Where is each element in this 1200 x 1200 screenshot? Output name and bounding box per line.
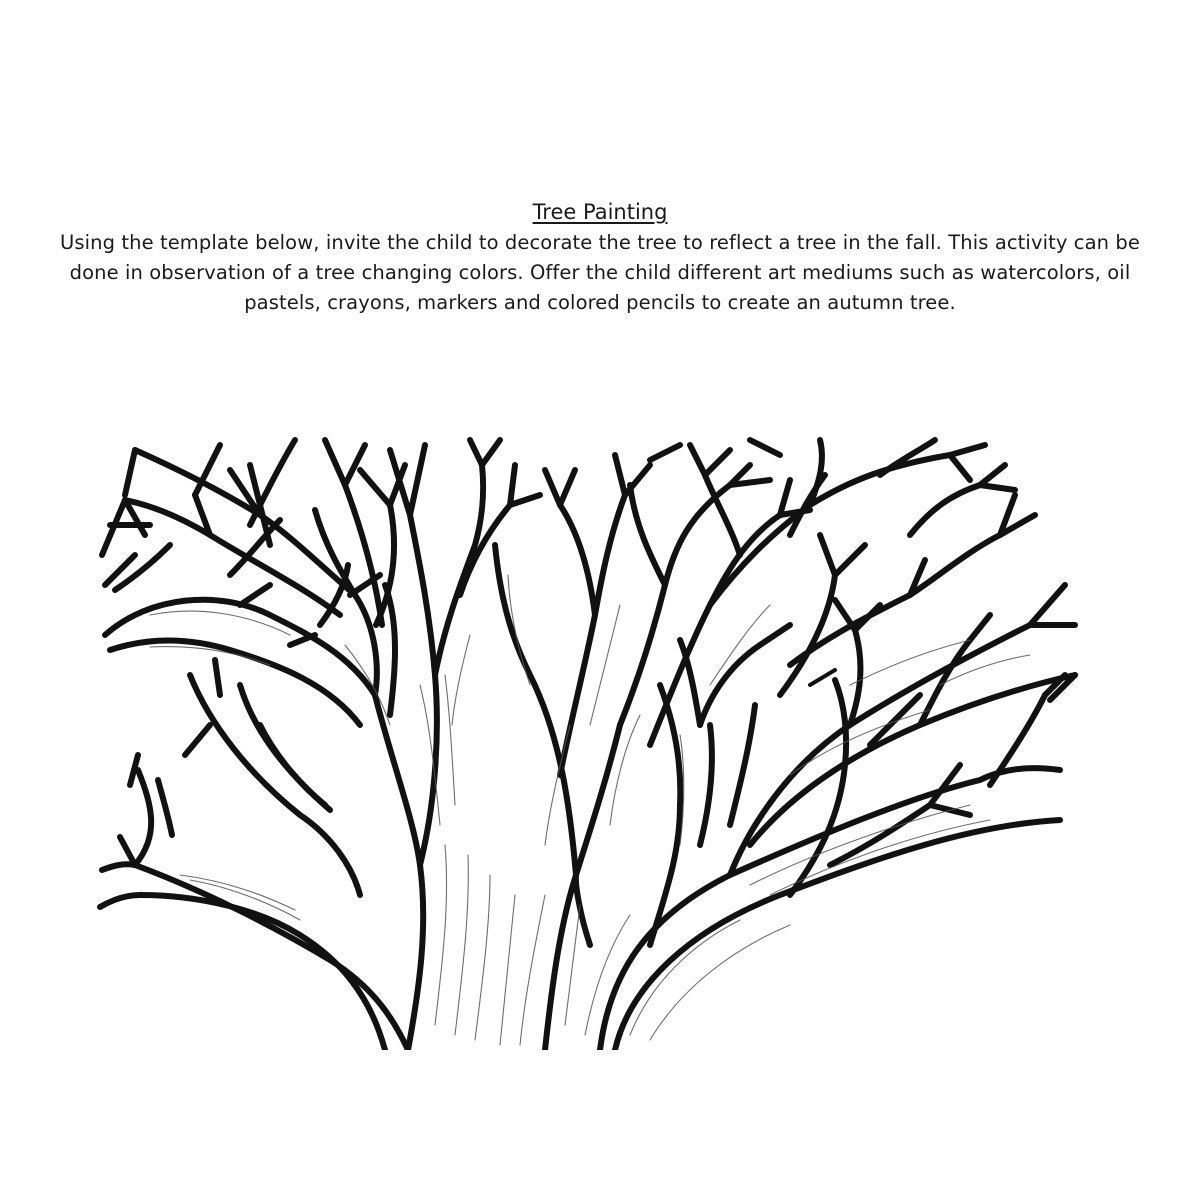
worksheet-title: Tree Painting [532, 200, 668, 224]
worksheet-instructions: Using the template below, invite the child to decorate the tree to reflect a tree in the fall. This activity can be done in observation of a tree changing colors. Offer the child different art mediums such as watercolors, oil pastels, crayons, markers and colored pencils to create an autumn tree. [59, 231, 1140, 314]
branch-lower-right [700, 625, 1065, 895]
branch-center-right [495, 455, 810, 945]
branch-upper-left [102, 440, 355, 615]
tree-outline-drawing [90, 425, 1100, 1050]
branch-center [325, 440, 540, 865]
branch-left-low [100, 755, 385, 1050]
tree-coloring-template [90, 425, 1100, 1050]
